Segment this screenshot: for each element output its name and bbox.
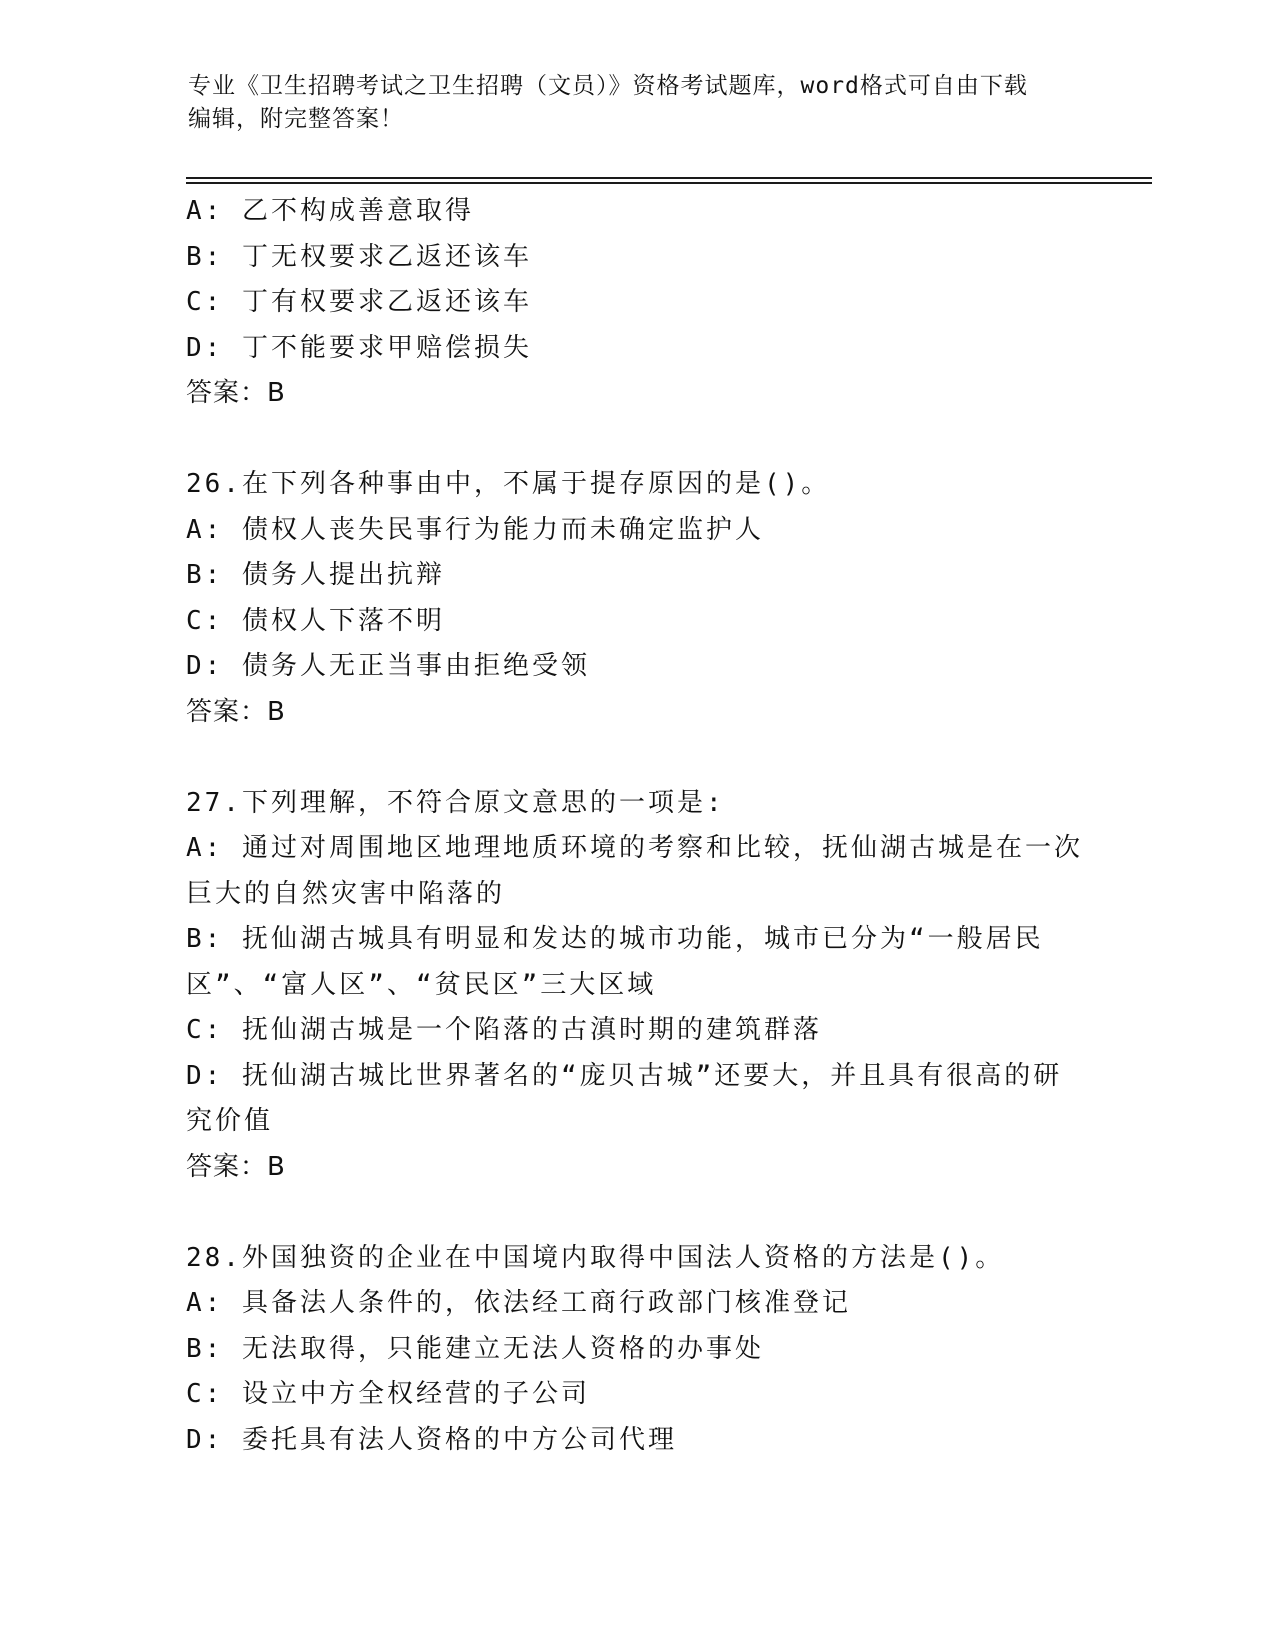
option-b: B: 无法取得，只能建立无法人资格的办事处 [186, 1333, 764, 1364]
option-b: B: 债务人提出抗辩 [186, 560, 445, 590]
spacer [186, 1190, 1086, 1236]
option-c: C: 设立中方全权经营的子公司 [186, 1379, 590, 1409]
option-c: C: 抚仙湖古城是一个陷落的古滇时期的建筑群落 [186, 1015, 822, 1045]
option-d: D: 抚仙湖古城比世界著名的“庞贝古城”还要大，并且具有很高的研究价值 [186, 1060, 1063, 1136]
header-divider-bottom [186, 182, 1152, 184]
question-25-continued [186, 189, 1086, 417]
header-line-2: 编辑，附完整答案！ [188, 106, 404, 132]
spacer [186, 735, 1086, 781]
spacer [186, 417, 1086, 463]
option-a: A: 债权人丧失民事行为能力而未确定监护人 [186, 514, 764, 545]
option-a: A: 乙不构成善意取得 [186, 196, 474, 226]
answer-line: 答案：B [186, 378, 286, 408]
question-27 [186, 781, 1086, 1191]
header-line-1: 专业《卫生招聘考试之卫生招聘（文员）》资格考试题库，word格式可自由下载 [188, 73, 1028, 99]
document-header [188, 70, 1088, 136]
question-stem: 28.外国独资的企业在中国境内取得中国法人资格的方法是()。 [186, 1242, 1005, 1273]
option-c: C: 债权人下落不明 [186, 605, 445, 636]
question-stem: 27.下列理解，不符合原文意思的一项是: [186, 787, 725, 818]
option-a: A: 具备法人条件的，依法经工商行政部门核准登记 [186, 1288, 851, 1318]
answer-line: 答案：B [186, 696, 286, 727]
option-d: D: 债务人无正当事由拒绝受领 [186, 651, 590, 681]
option-d: D: 丁不能要求甲赔偿损失 [186, 332, 532, 363]
option-a: A: 通过对周围地区地理地质环境的考察和比较，抚仙湖古城是在一次巨大的自然灾害中陷落的 [186, 833, 1083, 909]
option-c: C: 丁有权要求乙返还该车 [186, 287, 532, 317]
question-26 [186, 462, 1086, 735]
question-28 [186, 1236, 1086, 1464]
question-stem: 26.在下列各种事由中，不属于提存原因的是()。 [186, 469, 831, 499]
option-d: D: 委托具有法人资格的中方公司代理 [186, 1424, 677, 1455]
option-b: B: 丁无权要求乙返还该车 [186, 241, 532, 272]
answer-line: 答案：B [186, 1151, 286, 1182]
question-content [186, 189, 1086, 1463]
option-b: B: 抚仙湖古城具有明显和发达的城市功能，城市已分为“一般居民区”、“富人区”、“贫民区”三大区域 [186, 924, 1044, 1000]
header-divider-top [186, 177, 1152, 179]
